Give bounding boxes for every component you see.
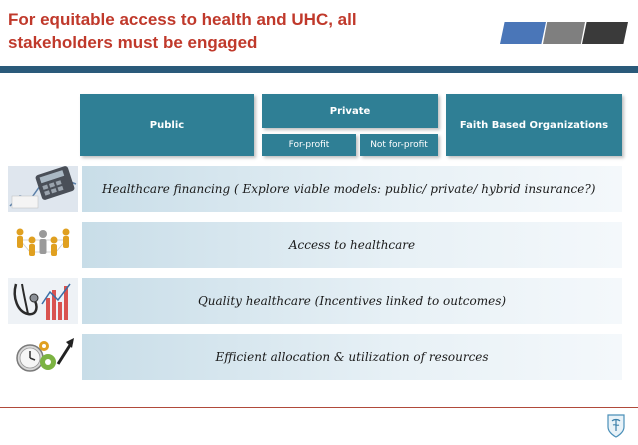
stakeholder-private: Private bbox=[262, 94, 438, 128]
theme-text: Quality healthcare (Incentives linked to outcomes) bbox=[197, 294, 507, 308]
stakeholder-not-for-profit: Not for-profit bbox=[360, 134, 438, 156]
title-decoration-gray bbox=[543, 22, 585, 44]
stethoscope-chart-icon bbox=[8, 278, 78, 324]
organization-logo bbox=[604, 411, 628, 439]
theme-text: Efficient allocation & utilization of resources bbox=[215, 350, 489, 364]
finance-calculator-icon bbox=[8, 166, 78, 212]
footer-rule bbox=[0, 407, 638, 408]
header-rule bbox=[0, 66, 638, 73]
theme-text: Healthcare financing ( Explore viable models: public/ private/ hybrid insurance?) bbox=[102, 182, 596, 196]
theme-access-to-healthcare bbox=[82, 222, 622, 268]
theme-efficient-allocation bbox=[82, 334, 622, 380]
stakeholder-faith-based: Faith Based Organizations bbox=[446, 94, 622, 156]
stakeholder-for-profit: For-profit bbox=[262, 134, 356, 156]
title-decoration-blue bbox=[500, 22, 546, 44]
slide-title: For equitable access to health and UHC, all stakeholders must be engaged bbox=[8, 10, 357, 52]
people-network-icon bbox=[8, 222, 78, 268]
gears-clock-icon bbox=[8, 334, 78, 380]
title-decoration-dark bbox=[582, 22, 628, 44]
stakeholder-public: Public bbox=[80, 94, 254, 156]
theme-healthcare-financing bbox=[82, 166, 622, 212]
theme-quality-healthcare bbox=[82, 278, 622, 324]
theme-text: Access to healthcare bbox=[288, 238, 416, 252]
